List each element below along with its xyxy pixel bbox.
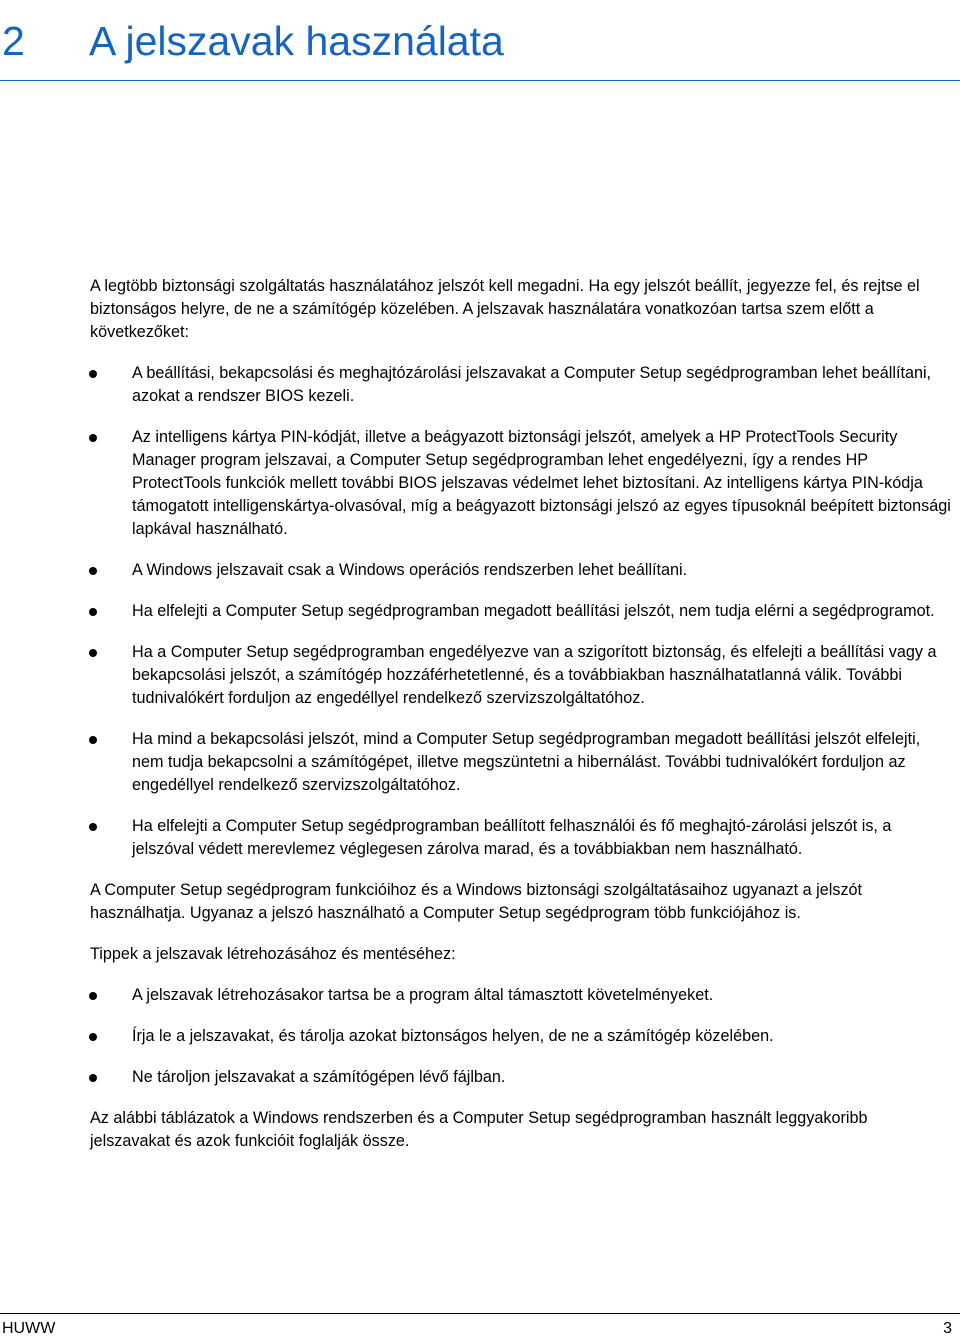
list-item-text: A jelszavak létrehozásakor tartsa be a program által támasztott követelményeket.	[132, 986, 714, 1004]
closing-paragraph: Az alábbi táblázatok a Windows rendszerben és a Computer Setup segédprogramban használt leggyakoribb jelszavakat és azok funkcióit foglalják össze.	[90, 1109, 868, 1150]
list-item	[90, 728, 952, 797]
password-notes-list	[90, 362, 952, 861]
chapter-header	[0, 16, 960, 68]
bullet-icon	[89, 1033, 97, 1041]
bullet-icon	[89, 736, 97, 744]
intro-paragraph: A legtöbb biztonsági szolgáltatás használatához jelszót kell megadni. Ha egy jelszót beállít, jegyezze fel, és rejtse el biztonságos helyre, de ne a számítógép közelében. A jelszavak használatára vonatkozóan tartsa szem előtt a következőket:	[90, 277, 920, 341]
tips-heading: Tippek a jelszavak létrehozásához és mentéséhez:	[90, 945, 456, 963]
list-item-text: A beállítási, bekapcsolási és meghajtózárolási jelszavakat a Computer Setup segédprogramban lehet beállítani, azokat a rendszer BIOS kezeli.	[132, 364, 932, 405]
list-item	[90, 815, 952, 861]
bullet-icon	[89, 434, 97, 442]
list-item-text: Írja le a jelszavakat, és tárolja azokat biztonságos helyen, de ne a számítógép közelében.	[132, 1027, 774, 1045]
page-footer	[0, 1313, 960, 1339]
list-item	[90, 426, 952, 541]
page-content	[90, 275, 952, 1153]
page-number: 3	[943, 1320, 952, 1337]
bullet-icon	[89, 608, 97, 616]
bullet-icon	[89, 992, 97, 1000]
list-item-text: A Windows jelszavait csak a Windows operációs rendszerben lehet beállítani.	[132, 561, 688, 579]
shared-password-paragraph: A Computer Setup segédprogram funkcióihoz és a Windows biztonsági szolgáltatásaihoz ugyanazt a jelszót használhatja. Ugyanaz a jelszó használható a Computer Setup segédprogram több funkciójához is.	[90, 881, 863, 922]
list-item-text: Ha elfelejti a Computer Setup segédprogramban megadott beállítási jelszót, nem tudja elérni a segédprogramot.	[132, 602, 935, 620]
list-item	[90, 362, 952, 408]
chapter-number: 2	[2, 18, 25, 64]
list-item	[90, 984, 952, 1007]
list-item	[90, 1025, 952, 1048]
chapter-title: A jelszavak használata	[89, 18, 504, 64]
list-item-text: Ha mind a bekapcsolási jelszót, mind a Computer Setup segédprogramban megadott beállítási jelszót elfelejti, nem tudja bekapcsolni a számítógépet, illetve megszüntetni a hibernálást. További tudnivalókért forduljon az engedéllyel rendelkező szervizszolgáltatóhoz.	[132, 730, 921, 794]
list-item-text: Ha elfelejti a Computer Setup segédprogramban beállított felhasználói és fő meghajtó-zárolási jelszót is, a jelszóval védett merevlemez véglegesen zárolva marad, és a továbbiakban nem használható.	[132, 817, 892, 858]
bullet-icon	[89, 567, 97, 575]
list-item-text: Az intelligens kártya PIN-kódját, illetve a beágyazott biztonsági jelszót, amelyek a HP ProtectTools Security Manager program jelszavai, a Computer Setup segédprogramban lehet engedélyezni, így a rendes HP ProtectTools funkciók mellett további BIOS jelszavas védelmet lehet biztosítani. Az intelligens kártya PIN-kódja támogatott intelligenskártya-olvasóval, míg a beágyazott biztonsági jelszó az egyes típusoknál beépített biztonsági lapkával használható.	[132, 428, 951, 538]
bullet-icon	[89, 370, 97, 378]
list-item	[90, 600, 952, 623]
bullet-icon	[89, 823, 97, 831]
list-item-text: Ha a Computer Setup segédprogramban engedélyezve van a szigorított biztonság, és elfelejti a beállítási vagy a bekapcsolási jelszót, a számítógép hozzáférhetetlenné, és a továbbiakban használhatatlanná válik. További tudnivalókért forduljon az engedéllyel rendelkező szervizszolgáltatóhoz.	[132, 643, 937, 707]
header-rule	[0, 80, 960, 81]
list-item	[90, 559, 952, 582]
bullet-icon	[89, 649, 97, 657]
footer-rule	[0, 1313, 960, 1314]
list-item	[90, 641, 952, 710]
bullet-icon	[89, 1074, 97, 1082]
list-item-text: Ne tároljon jelszavakat a számítógépen lévő fájlban.	[132, 1068, 506, 1086]
tips-list	[90, 984, 952, 1089]
list-item	[90, 1066, 952, 1089]
footer-doc-code: HUWW	[2, 1320, 56, 1337]
